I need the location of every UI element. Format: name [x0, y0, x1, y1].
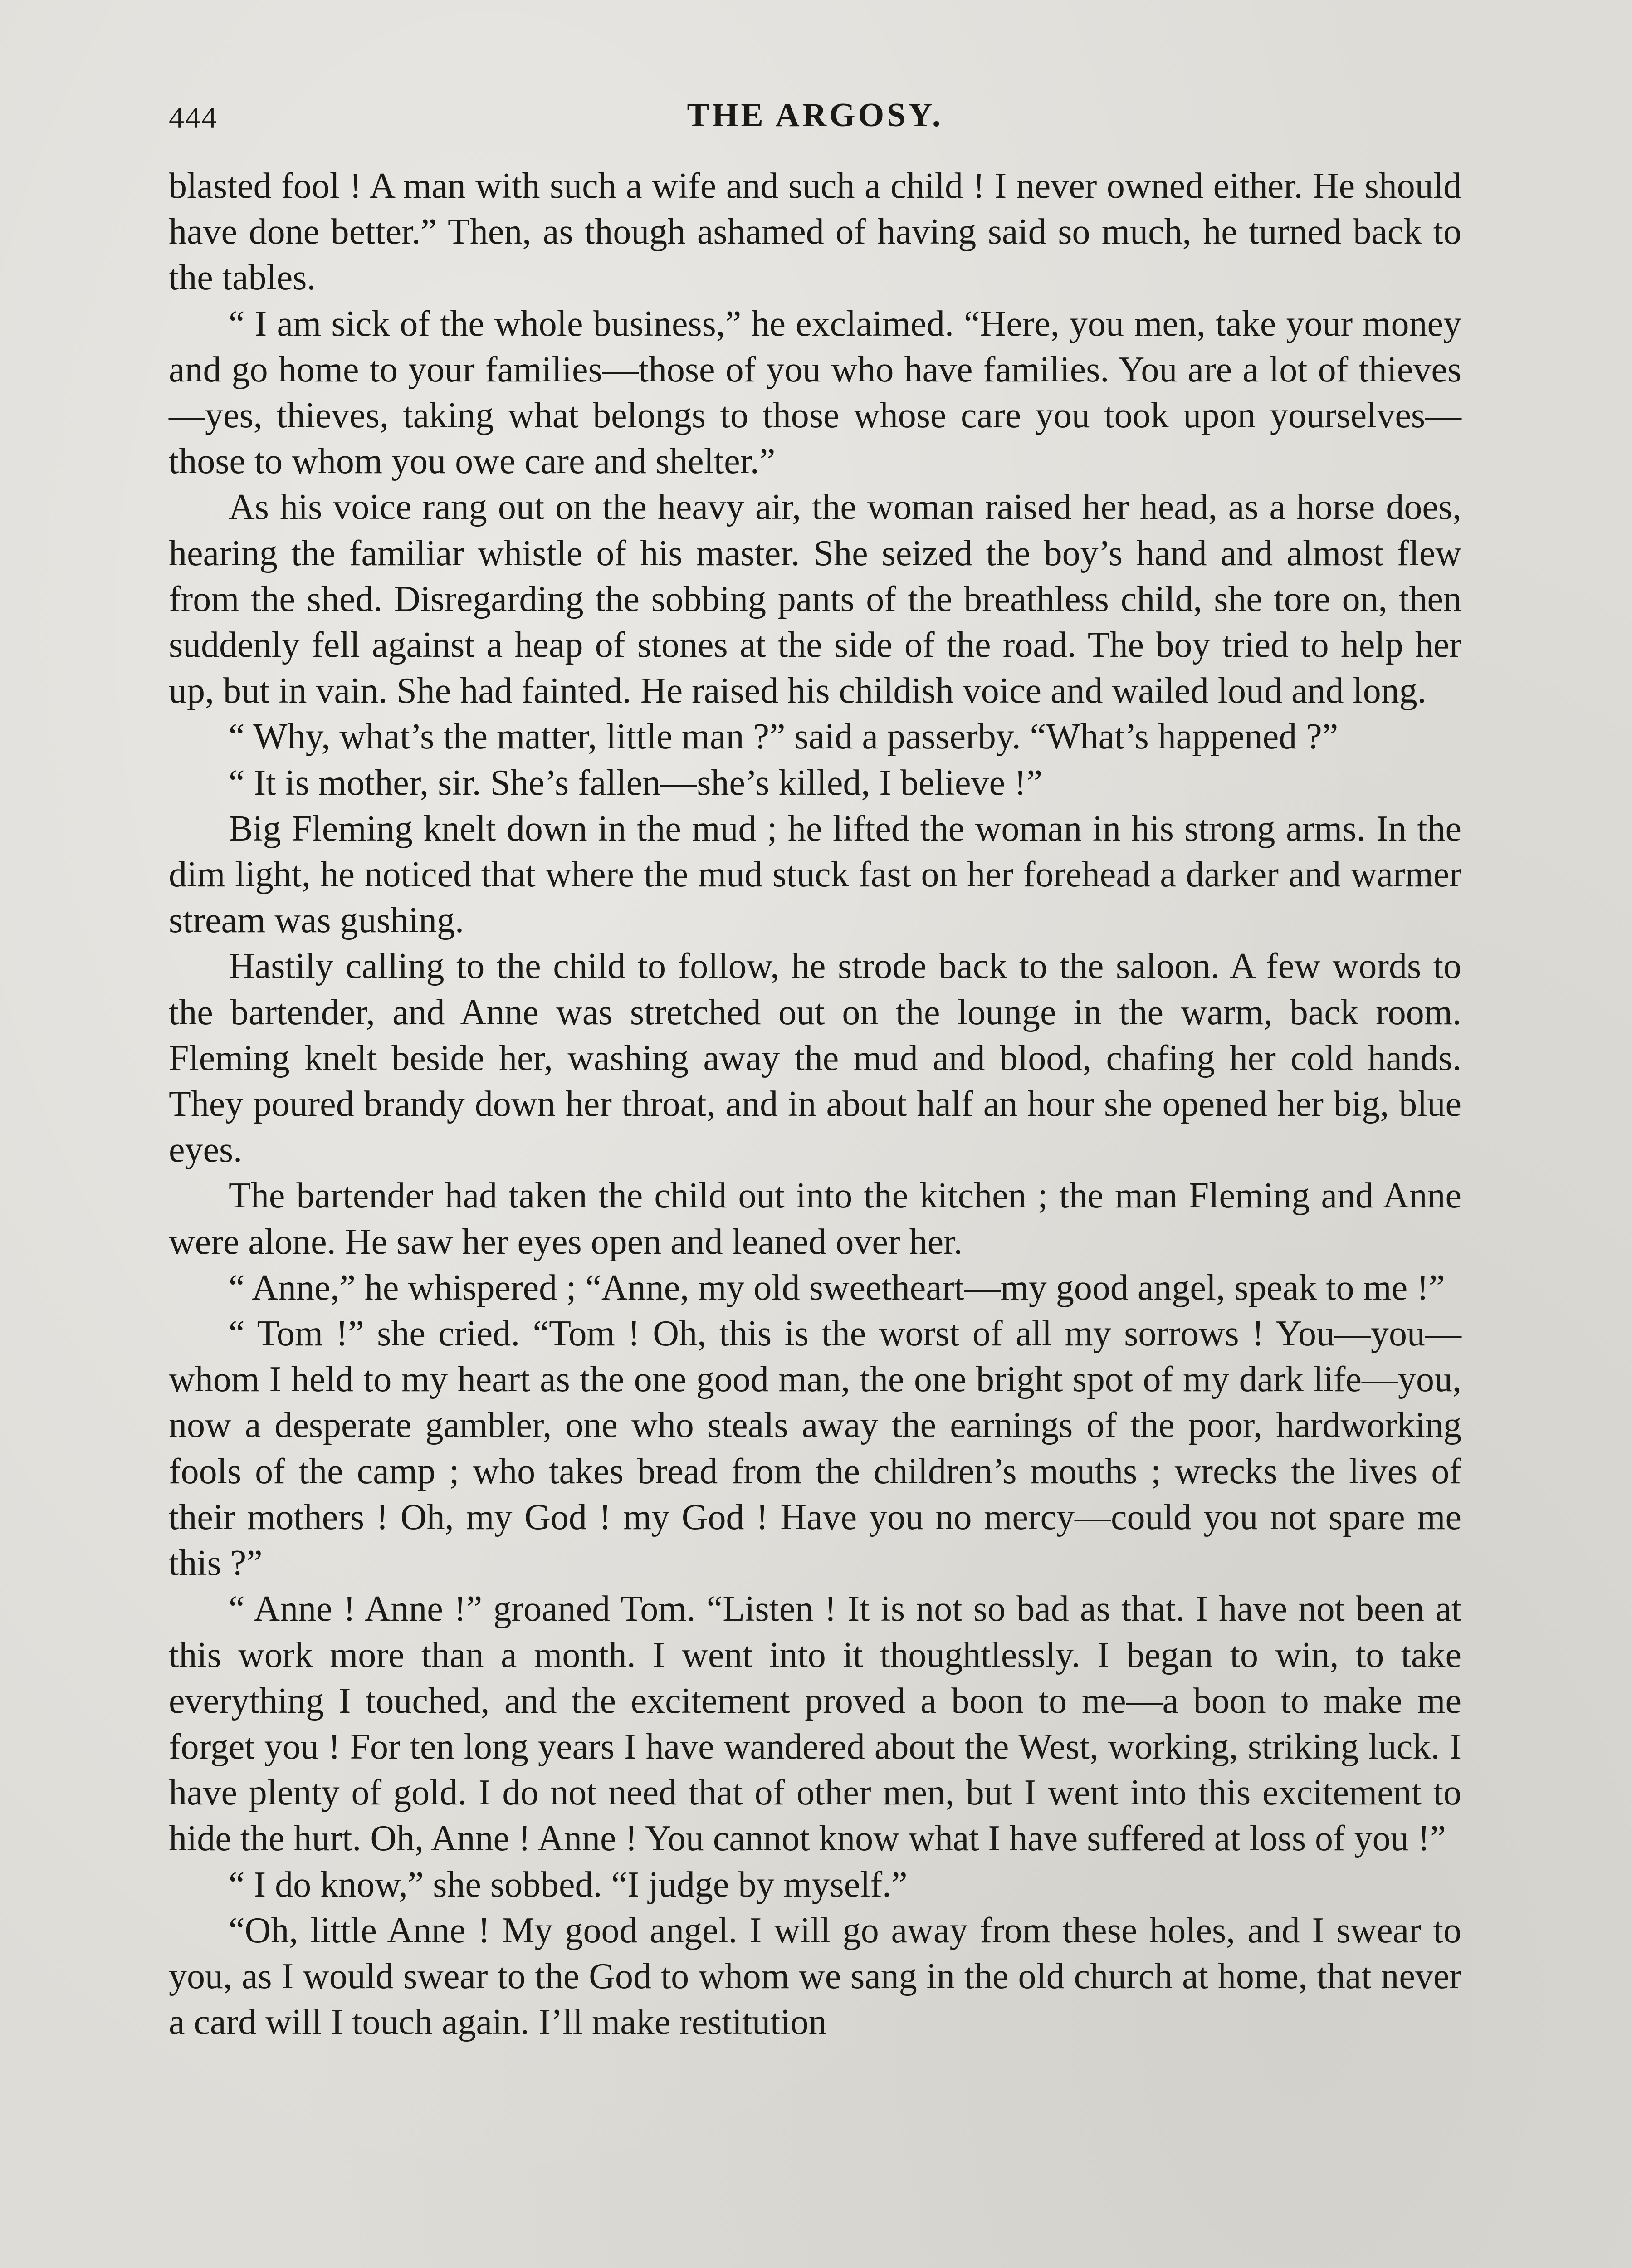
paragraph: “Oh, little Anne ! My good angel. I will go away from these holes, and I swear to you, as I would swear to the God to whom we sang in the old church at home, that never a card will I touch again. I’ll make restitution	[169, 1910, 1461, 2043]
paragraph: Big Fleming knelt down in the mud ; he lifted the woman in his strong arms. In the dim light, he noticed that where the mud stuck fast on her forehead a darker and warmer stream was gushing.	[169, 808, 1461, 941]
paragraph: blasted fool ! A man with such a wife and such a child ! I never owned either. He should have done better.” Then, as though ashamed of having said so much, he turned back to the tables.	[169, 166, 1461, 298]
page-number: 444	[169, 100, 218, 135]
paragraph: The bartender had taken the child out into the kitchen ; the man Fleming and Anne were alone. He saw her eyes open and leaned over her.	[169, 1176, 1461, 1262]
paragraph: “ Anne,” he whispered ; “Anne, my old sweetheart—my good angel, speak to me !”	[229, 1267, 1445, 1308]
paragraph: “ Why, what’s the matter, little man ?” said a passerby. “What’s happened ?”	[229, 717, 1339, 757]
page-header	[169, 91, 1461, 141]
body-text	[169, 163, 1461, 2045]
paragraph: As his voice rang out on the heavy air, the woman raised her head, as a horse does, hearing the familiar whistle of his master. She seized the boy’s hand and almost flew from the shed. Disregarding the sobbing pants of the breathless child, she tore on, then suddenly fell against a heap of stones at the side of the road. The boy tried to help her up, but in vain. She had fainted. He raised his childish voice and wailed loud and long.	[169, 487, 1461, 711]
running-head: THE ARGOSY.	[687, 97, 943, 134]
paragraph: “ Anne ! Anne !” groaned Tom. “Listen ! It is not so bad as that. I have not been at this work more than a month. I went into it thoughtlessly. I began to win, to take everything I touched, and the excitement proved a boon to me—a boon to make me forget you ! For ten long years I have wandered about the West, working, striking luck. I have plenty of gold. I do not need that of other men, but I went into this excitement to hide the hurt. Oh, Anne ! Anne ! You cannot know what I have suffered at loss of you !”	[169, 1589, 1461, 1859]
paragraph: Hastily calling to the child to follow, he strode back to the saloon. A few words to the bartender, and Anne was stretched out on the lounge in the warm, back room. Fleming knelt beside her, washing away the mud and blood, chafing her cold hands. They poured brandy down her throat, and in about half an hour she opened her big, blue eyes.	[169, 946, 1461, 1170]
paragraph: “ I do know,” she sobbed. “I judge by myself.”	[229, 1864, 908, 1905]
paragraph: “ I am sick of the whole business,” he exclaimed. “Here, you men, take your money and go home to your families—those of you who have families. You are a lot of thieves—yes, thieves, taking what belongs to those whose care you took upon yourselves—those to whom you owe care and shelter.”	[169, 303, 1461, 482]
paragraph: “ It is mother, sir. She’s fallen—she’s killed, I believe !”	[229, 763, 1043, 803]
paragraph: “ Tom !” she cried. “Tom ! Oh, this is the worst of all my sorrows ! You—you—whom I held to my heart as the one good man, the one bright spot of my dark life—you, now a desperate gambler, one who steals away the earnings of the poor, hardworking fools of the camp ; who takes bread from the children’s mouths ; wrecks the lives of their mothers ! Oh, my God ! my God ! Have you no mercy—could you not spare me this ?”	[169, 1314, 1461, 1584]
